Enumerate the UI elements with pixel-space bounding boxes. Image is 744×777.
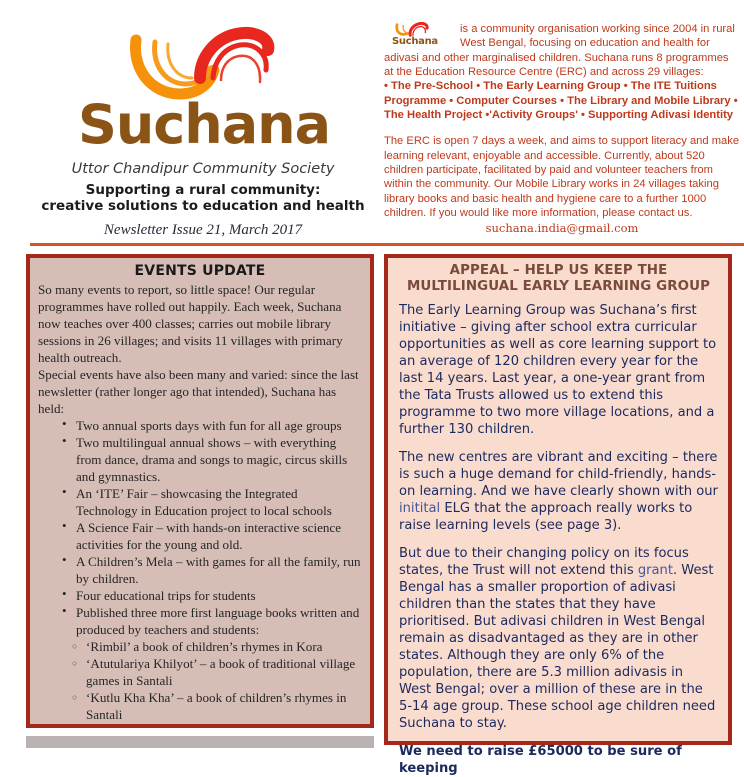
appeal-p3-highlight: grant — [637, 562, 673, 578]
appeal-paragraph-3 — [399, 545, 718, 732]
appeal-p3-part-b: . West Bengal has a smaller proportion of adivasi children than the states that they have prioritised. But adivasi children in West Bengal remain as disadvantaged as they are in other states. Although they are only 6% of the population, there are 5.3 million adivasis in West Bengal; over a million of these are in the 5-14 age group. These school age children need Suchana to stay. — [399, 562, 716, 732]
events-update-heading: EVENTS UPDATE — [134, 263, 266, 279]
masthead-branding — [0, 0, 380, 240]
brand-tagline — [41, 182, 364, 215]
suchana-inline-logo-icon — [390, 22, 454, 48]
list-item: ○ ‘Rimbil’ a book of children’s rhymes in Kora — [72, 638, 362, 655]
events-bullet-list — [38, 417, 362, 638]
appeal-paragraph-4-clipped: We need to raise £65000 to be sure of keeping — [399, 744, 682, 777]
list-item: ○ ‘Atutulariya Khilyot’ – a book of traditional village games in Santali — [72, 655, 362, 689]
content-columns — [0, 254, 744, 777]
list-item: • Two annual sports days with fun for all age groups — [62, 417, 362, 434]
appeal-p2-highlight: initital — [399, 500, 441, 516]
list-item: • Published three more first language books written and produced by teachers and students: — [62, 604, 362, 638]
erc-paragraph: The ERC is open 7 days a week, and aims to support literacy and make learning relevant, enjoyable and accessible. Currently, about 520 children participate, facilitated by paid and volunteer teachers from within the community. Our Mobile Library works in 24 villages taking library books and basic health and hygiene care to a further 1000 children. If you would like more information, please contact us. — [384, 135, 740, 219]
appeal-p2-part-b: ELG that the approach really works to raise learning levels (see page 3). — [399, 500, 693, 533]
appeal-heading — [399, 263, 718, 296]
appeal-p3-part-a: But due to their changing policy on its focus states, the Trust will not extend this — [399, 545, 689, 578]
contact-email[interactable]: suchana.india@gmail.com — [485, 221, 639, 236]
events-paragraph-1: So many events to report, so little space! Our regular programmes have rolled out happily. Each week, Suchana now teaches over 400 classes; carries out mobile library sessions in 26 villages; and visits 11 villages with primary health outreach. — [38, 282, 343, 366]
appeal-p2-part-a: The new centres are vibrant and exciting – there is such a huge demand for child-friendly, hands-on learning. And we have clearly shown with our — [399, 449, 718, 499]
brand-tagline-line1: Supporting a rural community: — [85, 182, 321, 198]
list-item: • An ‘ITE’ Fair – showcasing the Integrated Technology in Education project to local schools — [62, 485, 362, 519]
events-sub-bullet-list — [38, 638, 362, 723]
appeal-heading-line2: MULTILINGUAL EARLY LEARNING GROUP — [406, 279, 711, 295]
list-item: • A Children’s Mela – with games for all the family, run by children. — [62, 553, 362, 587]
newsletter-issue: Newsletter Issue 21, March 2017 — [103, 221, 303, 238]
appeal-paragraph-2 — [399, 449, 718, 534]
header-divider-rule — [30, 243, 744, 246]
events-update-panel — [26, 254, 374, 728]
list-item: • Four educational trips for students — [62, 587, 362, 604]
brand-title: Suchana — [77, 93, 331, 156]
intro-block — [380, 0, 744, 240]
events-update-body — [38, 281, 362, 723]
events-paragraph-2: Special events have also been many and varied: since the last newsletter (rather longer ago that intended), Suchana has held: — [38, 367, 359, 417]
brand-subtitle: Uttor Chandipur Community Society — [71, 161, 335, 177]
appeal-paragraph-1: The Early Learning Group was Suchana’s first initiative – giving after school extra curricular opportunities as well as core learning support to an average of 120 children every year for the last 14 years. Last year, a one-year grant from the Tata Trusts allowed us to extend this programme to two more village locations, and a further 130 children. — [399, 302, 717, 437]
appeal-heading-line1: APPEAL – HELP US KEEP THE — [449, 263, 668, 278]
programmes-list: • The Pre-School • The Early Learning Group • The ITE Tuitions Programme • Computer Courses • The Library and Mobile Library • The Health Project •'Activity Groups' • Supporting Adivasi Identity — [384, 80, 738, 121]
suchana-swirl-logo-icon — [122, 26, 282, 104]
list-item: • Two multilingual annual shows – with everything from dance, drama and songs to magic, circus skills and gymnastics. — [62, 434, 362, 485]
list-item: • A Science Fair – with hands-on interactive science activities for the young and old. — [62, 519, 362, 553]
appeal-panel — [384, 254, 732, 777]
masthead — [0, 0, 744, 240]
inline-logo-wordmark: Suchana — [392, 36, 438, 48]
next-section-placeholder — [26, 736, 374, 748]
brand-tagline-line2: creative solutions to education and health — [41, 198, 365, 215]
intro-paragraph: is a community organisation working since 2004 in rural West Bengal, focusing on education and health for adivasi and other marginalised children. Suchana runs 8 programmes at the Education Resource Centre (ERC) and across 29 villages: — [384, 23, 735, 78]
appeal-body — [399, 302, 718, 777]
list-item: ○ ‘Kutlu Kha Kha’ – a book of children’s rhymes in Santali — [72, 689, 362, 723]
